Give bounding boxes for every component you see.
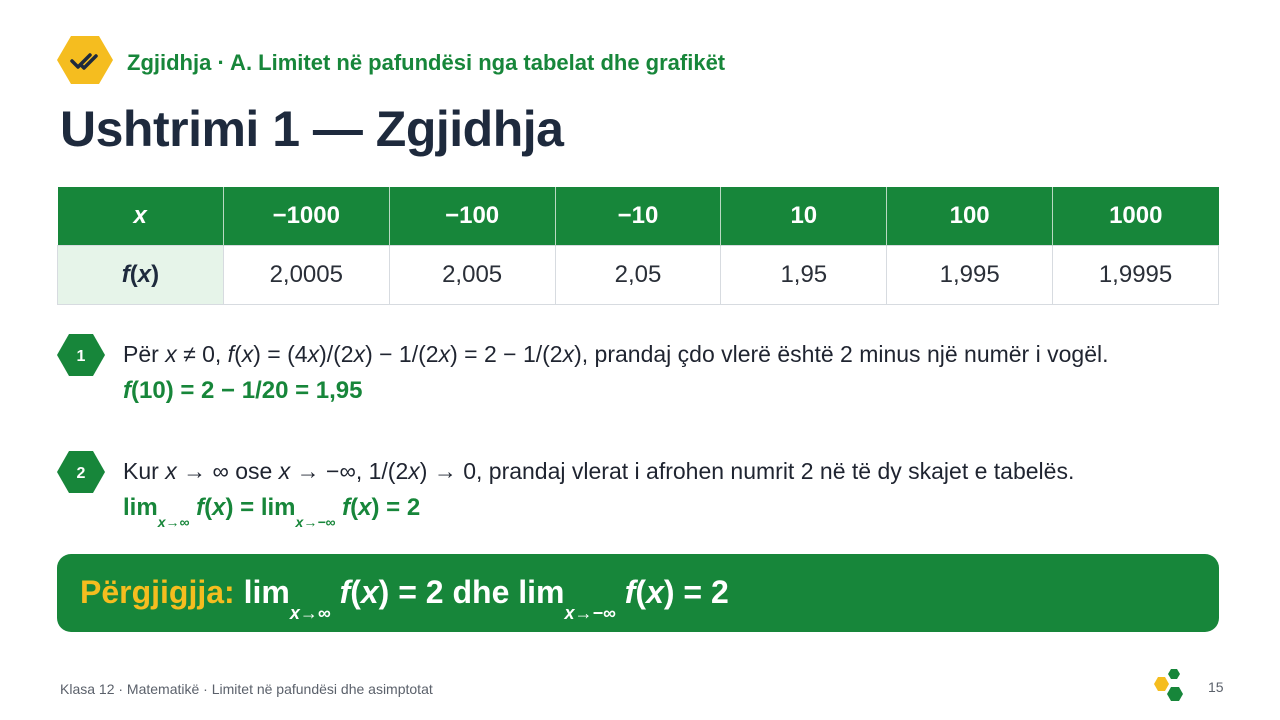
values-table xyxy=(57,187,1219,305)
step-text: Kur x → ∞ ose x → −∞, 1/(2x) → 0, prandaj vlerat i afrohen numrit 2 në të dy skajet e tabelës. xyxy=(123,458,1075,484)
answer-box xyxy=(57,554,1219,632)
answer-text: Përgjigjja: $\lim_{x\to\infty} f(x) = 2$ dhe $\lim_{x\to-\infty} f(x) = 2$ xyxy=(80,574,729,623)
double-check-icon xyxy=(57,34,113,86)
table-row xyxy=(58,246,1219,305)
svg-text:1: 1 xyxy=(76,348,86,365)
step-number-badge xyxy=(57,333,105,377)
step-formula: $\lim_{x\to\infty} f(x) = \lim_{x\to-\infty} f(x) = 2$ xyxy=(123,494,421,530)
table-header-cell: −10 xyxy=(555,187,721,246)
page-title: Ushtrimi 1 — Zgjidhja xyxy=(60,101,564,157)
page-number: 15 xyxy=(1208,679,1224,695)
table-cell: 1,95 xyxy=(721,246,887,305)
table-cell: 1,9995 xyxy=(1053,246,1219,305)
table-header-row xyxy=(58,187,1219,246)
table-header-x: x xyxy=(58,187,224,246)
step-formula: f(10) = 2 − 1/20 = 1,95 xyxy=(123,377,363,404)
step-number-badge xyxy=(57,450,105,494)
honeycomb-logo-icon xyxy=(1154,668,1190,702)
answer-label: Përgjigjja: xyxy=(80,574,235,610)
table-header-cell: 100 xyxy=(887,187,1053,246)
table-header-cell: −1000 xyxy=(223,187,389,246)
table-header-cell: 10 xyxy=(721,187,887,246)
table-cell: 2,05 xyxy=(555,246,721,305)
table-cell: 1,995 xyxy=(887,246,1053,305)
table-cell: 2,0005 xyxy=(223,246,389,305)
table-cell: 2,005 xyxy=(389,246,555,305)
step-text: Për x ≠ 0, f(x) = (4x)/(2x) − 1/(2x) = 2 − 1/(2x), prandaj çdo vlerë është 2 minus një numër i vogël. xyxy=(123,341,1109,367)
footer-text: Klasa 12 · Matematikë · Limitet në pafundësi dhe asimptotat xyxy=(60,681,433,697)
table-header-cell: −100 xyxy=(389,187,555,246)
section-subtitle: Zgjidhja · A. Limitet në pafundësi nga tabelat dhe grafikët xyxy=(127,50,726,75)
svg-text:2: 2 xyxy=(76,465,86,482)
table-row-label: f(x) xyxy=(58,246,224,305)
table-header-cell: 1000 xyxy=(1053,187,1219,246)
